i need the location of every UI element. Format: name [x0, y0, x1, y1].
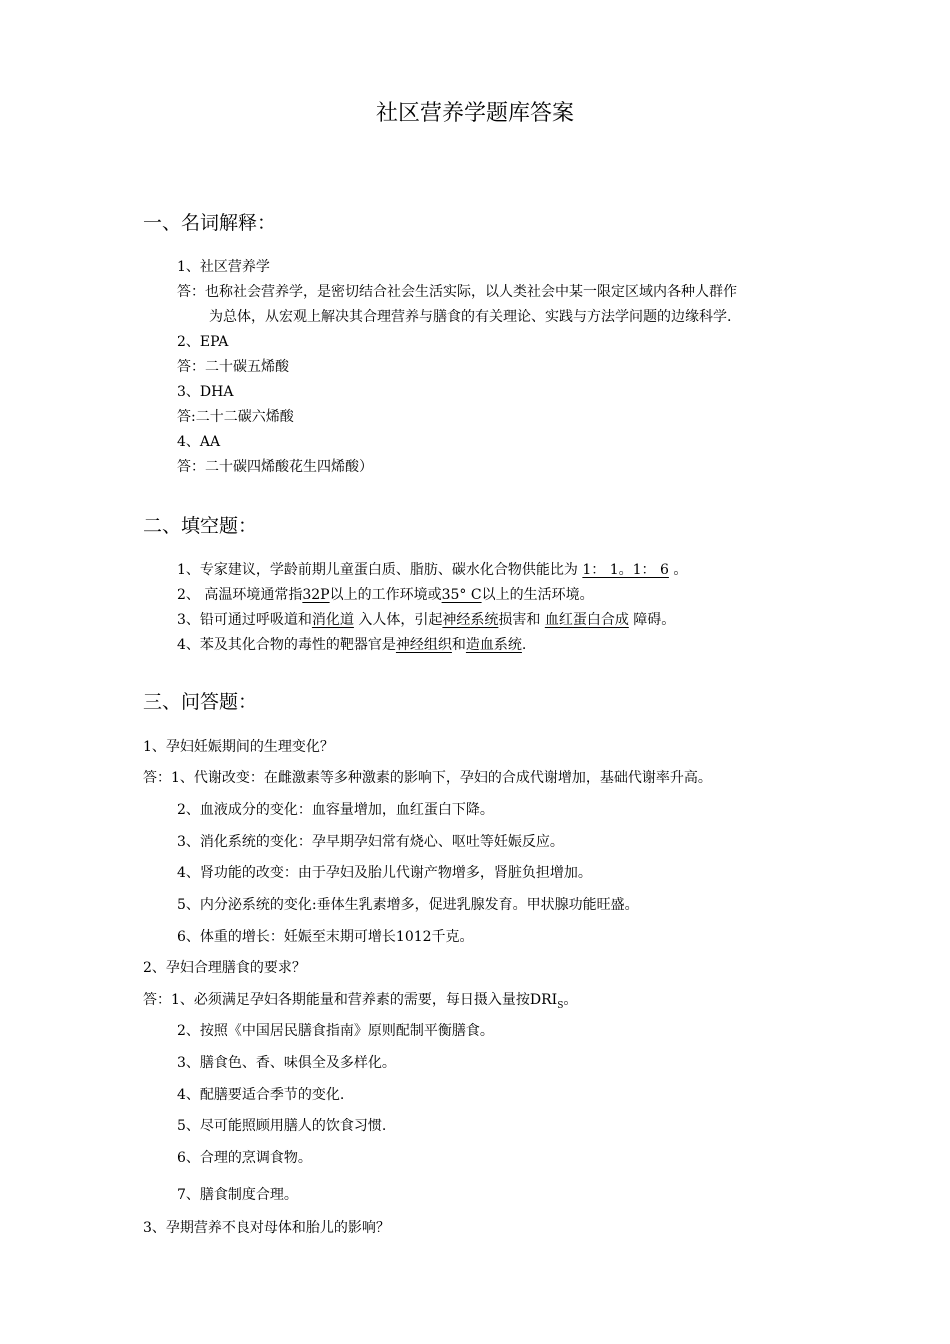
- fill-answer: 35° C: [441, 587, 482, 603]
- fill-blank-item: [177, 586, 594, 604]
- question-text: 3、DHA: [177, 384, 234, 400]
- answer-main: 答：1、必须满足孕妇各期能量和营养素的需要，每日摄入量按DRI: [143, 992, 558, 1008]
- answer-text: 6、体重的增长：妊娠至末期可增长1012千克。: [177, 929, 474, 945]
- fill-text: 以上的生活环境。: [481, 587, 594, 603]
- answer-text: 为总体，从宏观上解决其合理营养与膳食的有关理论、实践与方法学问题的边缘科学.: [209, 309, 732, 325]
- answer-text: 7、膳食制度合理。: [177, 1187, 298, 1203]
- fill-answer: 神经组织: [395, 637, 452, 653]
- fill-blank-item: [177, 611, 675, 629]
- fill-text: .: [521, 637, 527, 653]
- question-text: 4、AA: [177, 434, 221, 450]
- fill-answer: 1： 1。1： 6: [582, 562, 669, 578]
- answer-text: 答：也称社会营养学，是密切结合社会生活实际，以人类社会中某一限定区域内各种人群作: [177, 284, 737, 300]
- answer-text: 2、血液成分的变化：血容量增加，血红蛋白下降。: [177, 802, 494, 818]
- answer-text: 3、膳食色、香、味俱全及多样化。: [177, 1055, 396, 1071]
- fill-answer: 消化道: [311, 612, 354, 628]
- fill-blank-item: [177, 561, 687, 579]
- question-text: 1、孕妇妊娠期间的生理变化？: [143, 739, 334, 755]
- fill-answer: 神经系统: [442, 612, 499, 628]
- subscript: S: [557, 1000, 564, 1011]
- fill-text: 障碍。: [628, 612, 676, 628]
- answer-text: [143, 991, 577, 1015]
- section-heading-qa: 三、问答题：: [143, 691, 258, 713]
- fill-text: 和: [451, 637, 466, 653]
- answer-text: 答：1、代谢改变：在雌激素等多种激素的影响下，孕妇的合成代谢增加，基础代谢率升高。: [143, 770, 712, 786]
- answer-end: 。: [563, 992, 578, 1008]
- fill-answer: 32P: [302, 587, 330, 603]
- fill-text: 4、苯及其化合物的毒性的靶器官是: [177, 637, 396, 653]
- fill-text: 1、专家建议，学龄前期儿童蛋白质、脂肪、碳水化合物供能比为: [177, 562, 583, 578]
- fill-text: 3、铅可通过呼吸道和: [177, 612, 312, 628]
- answer-text: 4、肾功能的改变：由于孕妇及胎儿代谢产物增多，肾脏负担增加。: [177, 865, 592, 881]
- answer-text: 5、内分泌系统的变化:垂体生乳素增多，促进乳腺发育。甲状腺功能旺盛。: [177, 897, 639, 913]
- fill-answer: 血红蛋白合成: [544, 612, 629, 628]
- fill-answer: 造血系统: [465, 637, 522, 653]
- fill-text: 损害和: [498, 612, 545, 628]
- question-text: 2、孕妇合理膳食的要求？: [143, 960, 306, 976]
- fill-text: 以上的工作环境或: [329, 587, 442, 603]
- question-text: 1、社区营养学: [177, 259, 270, 275]
- answer-text: 2、按照《中国居民膳食指南》原则配制平衡膳食。: [177, 1023, 494, 1039]
- answer-text: 4、配膳要适合季节的变化.: [177, 1087, 345, 1103]
- fill-text: 。: [668, 562, 688, 578]
- question-text: 3、孕期营养不良对母体和胎儿的影响？: [143, 1220, 390, 1236]
- answer-text: 3、消化系统的变化：孕早期孕妇常有烧心、呕吐等妊娠反应。: [177, 834, 564, 850]
- section-heading-fill-blank: 二、填空题：: [143, 515, 258, 537]
- fill-text: 2、 高温环境通常指: [177, 587, 303, 603]
- fill-text: 入人体，引起: [353, 612, 443, 628]
- answer-text: 答：二十碳四烯酸花生四烯酸）: [177, 459, 373, 475]
- answer-text: 答：二十碳五烯酸: [177, 359, 289, 375]
- answer-text: 5、尽可能照顾用膳人的饮食习惯.: [177, 1118, 387, 1134]
- fill-blank-item: [177, 636, 526, 654]
- document-title: 社区营养学题库答案: [375, 101, 574, 126]
- question-text: 2、EPA: [177, 334, 229, 350]
- answer-text: 6、合理的烹调食物。: [177, 1150, 312, 1166]
- answer-text: 答:二十二碳六烯酸: [177, 409, 294, 425]
- section-heading-definitions: 一、名词解释：: [143, 212, 277, 234]
